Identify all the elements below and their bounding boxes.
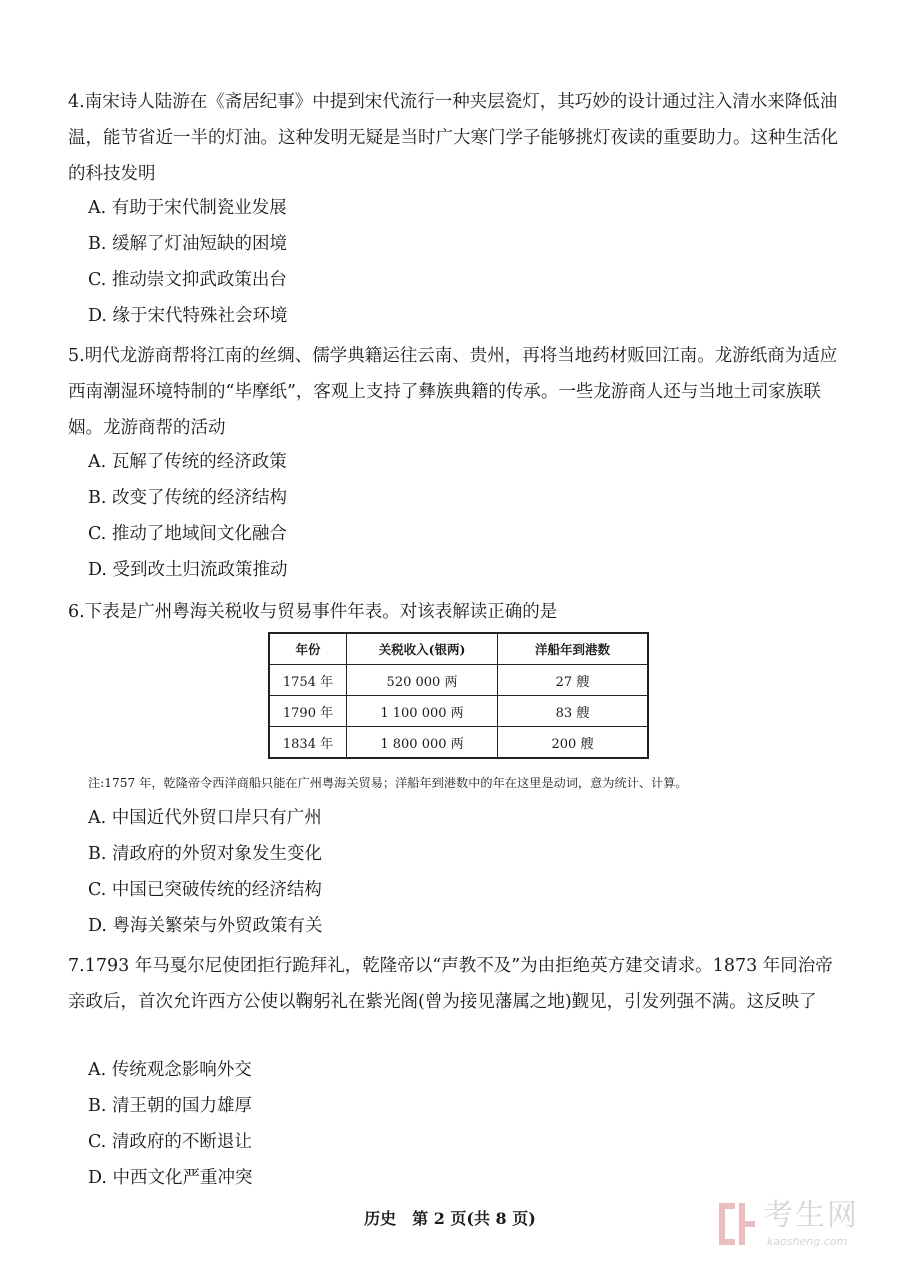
question-4-option-a: A. 有助于宋代制瓷业发展 <box>88 198 287 218</box>
page-footer: 历史 第 2 页(共 8 页) <box>364 1209 536 1228</box>
question-4-option-d: D. 缘于宋代特殊社会环境 <box>88 306 288 326</box>
table-cell: 1754 年 <box>269 665 347 696</box>
question-6-option-c: C. 中国已突破传统的经济结构 <box>88 880 322 900</box>
table-cell: 1834 年 <box>269 727 347 759</box>
table-cell: 1790 年 <box>269 696 347 727</box>
table-row <box>269 696 648 727</box>
question-5-stem: 5.明代龙游商帮将江南的丝绸、儒学典籍运往云南、贵州，再将当地药材贩回江南。龙游纸商为适应西南潮湿环境特制的“毕摩纸”，客观上支持了彝族典籍的传承。一些龙游商人还与当地土司家族联姻。龙游商帮的活动 <box>68 346 838 438</box>
question-5-option-d: D. 受到改土归流政策推动 <box>88 560 288 580</box>
question-4-option-c: C. 推动崇文抑武政策出台 <box>88 270 287 290</box>
customs-revenue-table <box>268 632 649 759</box>
question-6-option-d: D. 粤海关繁荣与外贸政策有关 <box>88 916 323 936</box>
question-7-option-c: C. 清政府的不断退让 <box>88 1132 252 1152</box>
table-cell: 200 艘 <box>498 727 649 759</box>
table-cell: 83 艘 <box>498 696 649 727</box>
table-cell: 1 800 000 两 <box>347 727 498 759</box>
watermark-text: 考生网 <box>763 1198 859 1233</box>
question-4-stem: 4.南宋诗人陆游在《斋居纪事》中提到宋代流行一种夹层瓷灯，其巧妙的设计通过注入清水来降低油温，能节省近一半的灯油。这种发明无疑是当时广大寒门学子能够挑灯夜读的重要助力。这种生活化的科技发明 <box>68 92 838 184</box>
question-7-option-a: A. 传统观念影响外交 <box>88 1060 252 1080</box>
question-6-stem: 6.下表是广州粤海关税收与贸易事件年表。对该表解读正确的是 <box>68 602 558 622</box>
question-5-option-b: B. 改变了传统的经济结构 <box>88 488 287 508</box>
table-header-row <box>269 633 648 665</box>
question-5-option-c: C. 推动了地域间文化融合 <box>88 524 287 544</box>
watermark-url: kaosheng.com <box>767 1235 848 1248</box>
watermark <box>717 1197 882 1257</box>
question-6-option-b: B. 清政府的外贸对象发生变化 <box>88 844 322 864</box>
table-row <box>269 665 648 696</box>
question-7-stem: 7.1793 年马戛尔尼使团拒行跪拜礼，乾隆帝以“声教不及”为由拒绝英方建交请求。1873 年同治帝亲政后，首次允许西方公使以鞠躬礼在紫光阁(曾为接见藩属之地)觐见，引发列强不满。这反映了 <box>68 956 833 1012</box>
question-7-option-b: B. 清王朝的国力雄厚 <box>88 1096 252 1116</box>
table-header-revenue: 关税收入(银两) <box>347 633 498 665</box>
question-5-option-a: A. 瓦解了传统的经济政策 <box>88 452 287 472</box>
table-header-ships: 洋船年到港数 <box>498 633 649 665</box>
kaosheng-logo-icon <box>717 1199 757 1249</box>
table-cell: 1 100 000 两 <box>347 696 498 727</box>
table-note: 注:1757 年，乾隆帝令西洋商船只能在广州粤海关贸易；洋船年到港数中的年在这里是动词，意为统计、计算。 <box>88 776 688 790</box>
table-cell: 520 000 两 <box>347 665 498 696</box>
question-4-option-b: B. 缓解了灯油短缺的困境 <box>88 234 287 254</box>
question-6-option-a: A. 中国近代外贸口岸只有广州 <box>88 808 322 828</box>
question-7-option-d: D. 中西文化严重冲突 <box>88 1168 253 1188</box>
table-row <box>269 727 648 759</box>
table-cell: 27 艘 <box>498 665 649 696</box>
table-header-year: 年份 <box>269 633 347 665</box>
